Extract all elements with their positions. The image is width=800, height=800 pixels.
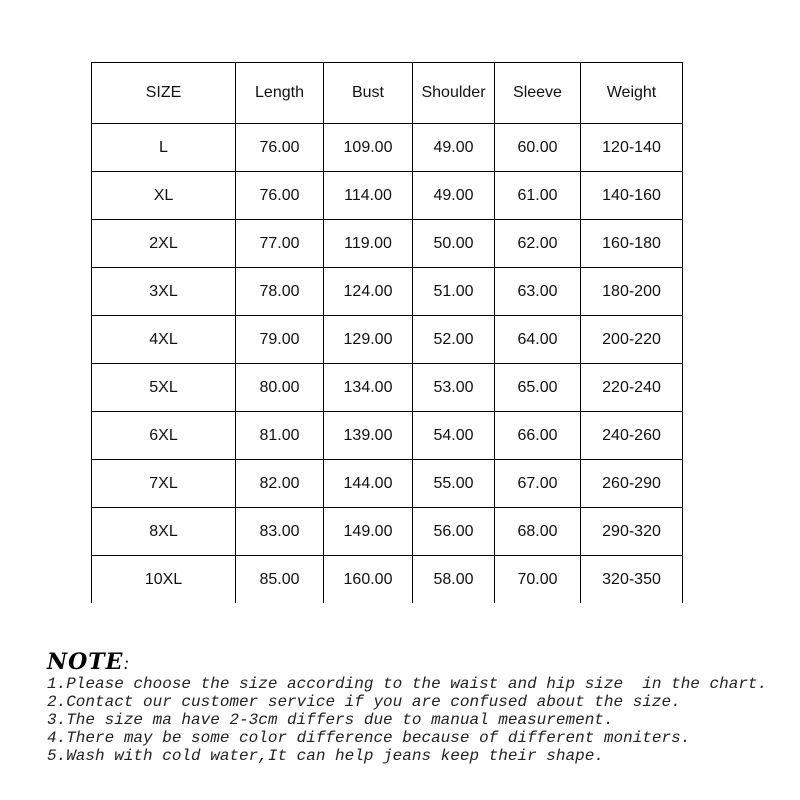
cell-shoulder: 50.00 <box>413 220 495 268</box>
cell-sleeve: 60.00 <box>495 124 581 172</box>
cell-size: 4XL <box>92 316 236 364</box>
cell-length: 80.00 <box>236 364 324 412</box>
table-row <box>92 556 683 604</box>
header-length: Length <box>236 63 324 124</box>
note-line: 3.The size ma have 2-3cm differs due to manual measurement. <box>47 711 614 729</box>
cell-size: 8XL <box>92 508 236 556</box>
cell-size: 6XL <box>92 412 236 460</box>
cell-length: 76.00 <box>236 172 324 220</box>
cell-bust: 160.00 <box>324 556 413 604</box>
cell-shoulder: 58.00 <box>413 556 495 604</box>
size-chart-table <box>91 62 683 603</box>
cell-bust: 129.00 <box>324 316 413 364</box>
cell-sleeve: 63.00 <box>495 268 581 316</box>
cell-size: 2XL <box>92 220 236 268</box>
cell-shoulder: 49.00 <box>413 124 495 172</box>
cell-size: 10XL <box>92 556 236 604</box>
table-row <box>92 124 683 172</box>
cell-weight: 320-350 <box>581 556 683 604</box>
table-row <box>92 460 683 508</box>
note-line: 1.Please choose the size according to the waist and hip size in the chart. <box>47 675 768 693</box>
table-row <box>92 508 683 556</box>
table-row <box>92 268 683 316</box>
note-line: 5.Wash with cold water,It can help jeans keep their shape. <box>47 747 604 765</box>
cell-weight: 200-220 <box>581 316 683 364</box>
cell-size: XL <box>92 172 236 220</box>
cell-weight: 220-240 <box>581 364 683 412</box>
cell-length: 77.00 <box>236 220 324 268</box>
cell-weight: 260-290 <box>581 460 683 508</box>
table-row <box>92 220 683 268</box>
note-title: NOTE <box>47 649 124 675</box>
cell-shoulder: 56.00 <box>413 508 495 556</box>
header-bust: Bust <box>324 63 413 124</box>
cell-shoulder: 49.00 <box>413 172 495 220</box>
table-row <box>92 412 683 460</box>
cell-bust: 124.00 <box>324 268 413 316</box>
note-line: 4.There may be some color difference because of different moniters. <box>47 729 691 747</box>
cell-sleeve: 64.00 <box>495 316 581 364</box>
header-shoulder: Shoulder <box>413 63 495 124</box>
cell-length: 82.00 <box>236 460 324 508</box>
cell-bust: 134.00 <box>324 364 413 412</box>
note-list <box>47 675 787 765</box>
cell-shoulder: 52.00 <box>413 316 495 364</box>
table-row <box>92 172 683 220</box>
cell-length: 85.00 <box>236 556 324 604</box>
header-sleeve: Sleeve <box>495 63 581 124</box>
cell-weight: 180-200 <box>581 268 683 316</box>
cell-length: 78.00 <box>236 268 324 316</box>
cell-bust: 119.00 <box>324 220 413 268</box>
cell-length: 83.00 <box>236 508 324 556</box>
cell-bust: 114.00 <box>324 172 413 220</box>
cell-size: 3XL <box>92 268 236 316</box>
cell-shoulder: 53.00 <box>413 364 495 412</box>
cell-length: 79.00 <box>236 316 324 364</box>
table-row <box>92 316 683 364</box>
cell-shoulder: 55.00 <box>413 460 495 508</box>
note-heading <box>47 650 787 675</box>
cell-bust: 139.00 <box>324 412 413 460</box>
notes-section <box>47 650 787 765</box>
cell-shoulder: 54.00 <box>413 412 495 460</box>
cell-bust: 149.00 <box>324 508 413 556</box>
cell-sleeve: 65.00 <box>495 364 581 412</box>
cell-sleeve: 66.00 <box>495 412 581 460</box>
cell-length: 81.00 <box>236 412 324 460</box>
note-colon: : <box>123 653 131 673</box>
note-line: 2.Contact our customer service if you are confused about the size. <box>47 693 681 711</box>
cell-length: 76.00 <box>236 124 324 172</box>
table-header-row <box>92 63 683 124</box>
header-weight: Weight <box>581 63 683 124</box>
cell-size: 7XL <box>92 460 236 508</box>
cell-shoulder: 51.00 <box>413 268 495 316</box>
cell-weight: 240-260 <box>581 412 683 460</box>
cell-sleeve: 68.00 <box>495 508 581 556</box>
header-size: SIZE <box>92 63 236 124</box>
cell-bust: 109.00 <box>324 124 413 172</box>
cell-weight: 120-140 <box>581 124 683 172</box>
cell-bust: 144.00 <box>324 460 413 508</box>
cell-sleeve: 67.00 <box>495 460 581 508</box>
cell-size: L <box>92 124 236 172</box>
cell-sleeve: 62.00 <box>495 220 581 268</box>
cell-weight: 140-160 <box>581 172 683 220</box>
cell-sleeve: 70.00 <box>495 556 581 604</box>
cell-size: 5XL <box>92 364 236 412</box>
cell-weight: 160-180 <box>581 220 683 268</box>
cell-sleeve: 61.00 <box>495 172 581 220</box>
table-row <box>92 364 683 412</box>
cell-weight: 290-320 <box>581 508 683 556</box>
